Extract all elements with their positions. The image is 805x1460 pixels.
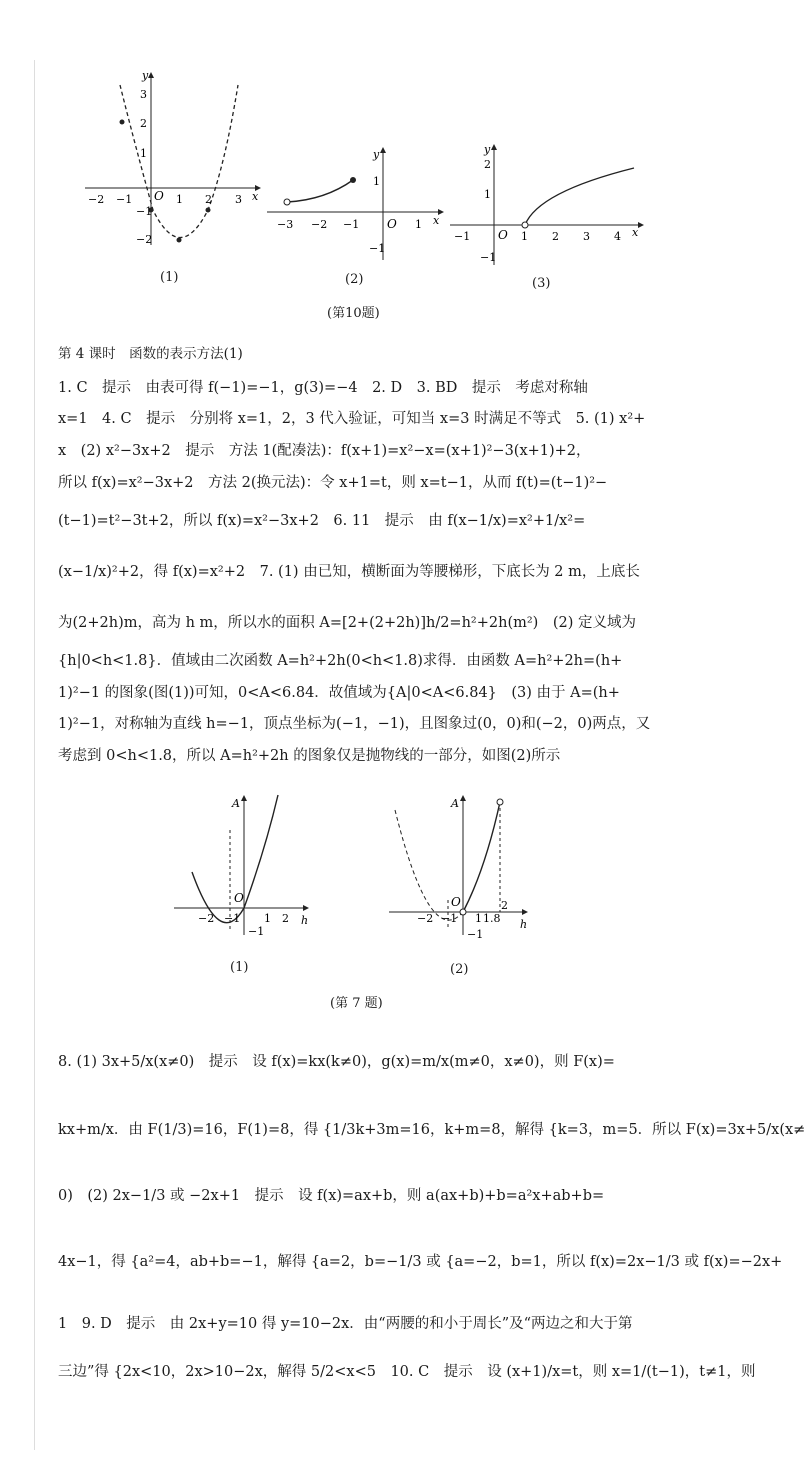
origin-label: O <box>234 891 244 905</box>
x-tick: 1.8 <box>483 912 501 925</box>
text-line: (x−1/x)²+2，得 f(x)=x²+2 7. (1) 由已知，横断面为等腰梯形，下底长为 2 m，上底长 <box>58 564 640 580</box>
origin-label: O <box>154 189 164 203</box>
y-tick: −2 <box>136 233 153 246</box>
text-line: 所以 f(x)=x²−3x+2 方法 2(换元法)：令 x+1=t，则 x=t−1，从而 f(t)=(t−1)²− <box>58 475 608 491</box>
x-tick: −1 <box>224 912 241 925</box>
x-tick: 3 <box>583 230 590 243</box>
y-tick: 1 <box>484 188 491 201</box>
x-tick: −2 <box>417 912 434 925</box>
x-tick: −1 <box>454 230 471 243</box>
y-tick: 2 <box>140 117 147 130</box>
x-axis-label: x <box>433 214 440 227</box>
x-tick: 1 <box>176 193 183 206</box>
figure-10-graph-3 <box>448 140 648 270</box>
y-axis-label: y <box>142 69 149 82</box>
x-tick: 2 <box>501 899 508 912</box>
x-tick: 4 <box>614 230 621 243</box>
y-tick: −1 <box>467 928 484 941</box>
closed-point <box>350 177 356 183</box>
text-line: 1)²−1，对称轴为直线 h=−1，顶点坐标为(−1，−1)，且图象过(0，0)和(−2，0)两点，又 <box>58 716 651 732</box>
x-tick: −2 <box>198 912 215 925</box>
text-line: 考虑到 0<h<1.8，所以 A=h²+2h 的图象仅是抛物线的一部分，如图(2)所示 <box>58 748 561 764</box>
x-tick: −3 <box>277 218 294 231</box>
text-line: 8. (1) 3x+5/x(x≠0) 提示 设 f(x)=kx(k≠0)，g(x)=m/x(m≠0，x≠0)，则 F(x)= <box>58 1054 615 1070</box>
x-tick: 1 <box>475 912 482 925</box>
y-tick: −1 <box>480 251 497 264</box>
left-page-edge <box>0 60 35 1450</box>
text-line: 三边”得 {2x<10，2x>10−2x，解得 5/2<x<5 10. C 提示 设 (x+1)/x=t，则 x=1/(t−1)，t≠1，则 <box>58 1364 756 1380</box>
text-line: 为(2+2h)m，高为 h m，所以水的面积 A=[2+(2+2h)]h/2=h²+2h(m²) (2) 定义域为 <box>58 615 636 631</box>
x-tick: 2 <box>552 230 559 243</box>
y-tick: 2 <box>484 158 491 171</box>
subcaption: (1) <box>230 960 249 975</box>
y-axis-label: A <box>451 797 459 810</box>
open-point <box>284 199 290 205</box>
text-line: x=1 4. C 提示 分别将 x=1，2，3 代入验证，可知当 x=3 时满足不等式 5. (1) x²+ <box>58 411 646 427</box>
subcaption: (1) <box>160 270 179 285</box>
figure-caption: (第10题) <box>327 306 380 321</box>
text-line: (t−1)=t²−3t+2，所以 f(x)=x²−3x+2 6. 11 提示 由 f(x−1/x)=x²+1/x²= <box>58 513 586 529</box>
open-point <box>460 909 466 915</box>
open-point <box>522 222 528 228</box>
x-axis-label: h <box>301 914 309 927</box>
x-tick: 1 <box>264 912 271 925</box>
x-tick: −2 <box>88 193 105 206</box>
x-axis-label: x <box>632 226 639 239</box>
text-line: 1 9. D 提示 由 2x+y=10 得 y=10−2x．由“两腰的和小于周长”及“两边之和大于第 <box>58 1316 633 1332</box>
text-line: 1. C 提示 由表可得 f(−1)=−1，g(3)=−4 2. D 3. BD 提示 考虑对称轴 <box>58 380 588 396</box>
text-line: 1)²−1 的图象(图(1))可知，0<A<6.84．故值域为{A|0<A<6.84} (3) 由于 A=(h+ <box>58 685 620 701</box>
subcaption: (2) <box>450 962 469 977</box>
y-tick: 1 <box>140 147 147 160</box>
text-line: kx+m/x．由 F(1/3)=16，F(1)=8，得 {1/3k+3m=16，k+m=8，解得 {k=3，m=5．所以 F(x)=3x+5/x(x≠ <box>58 1122 805 1138</box>
x-tick: −1 <box>441 912 458 925</box>
y-tick: 1 <box>373 175 380 188</box>
plot-point <box>206 208 211 213</box>
x-tick: 1 <box>415 218 422 231</box>
origin-label: O <box>451 895 461 909</box>
text-line: 0) (2) 2x−1/3 或 −2x+1 提示 设 f(x)=ax+b，则 a(ax+b)+b=a²x+ab+b= <box>58 1188 605 1204</box>
figure-caption: (第 7 题) <box>330 996 383 1011</box>
x-tick: 3 <box>235 193 242 206</box>
y-tick: −1 <box>248 925 265 938</box>
subcaption: (3) <box>532 276 551 291</box>
plot-point <box>177 238 182 243</box>
origin-label: O <box>387 217 397 231</box>
figure-10-graph-1 <box>80 65 265 250</box>
section-title: 第 4 课时 函数的表示方法(1) <box>58 346 243 362</box>
figure-7-graph-2 <box>385 790 535 940</box>
text-line: 4x−1，得 {a²=4，ab+b=−1，解得 {a=2，b=−1/3 或 {a=−2，b=1，所以 f(x)=2x−1/3 或 f(x)=−2x+ <box>58 1254 783 1270</box>
y-tick: −1 <box>369 242 386 255</box>
x-tick: −1 <box>116 193 133 206</box>
y-tick: −1 <box>136 205 153 218</box>
open-point <box>497 799 503 805</box>
x-axis-label: x <box>252 190 259 203</box>
text-line: x (2) x²−3x+2 提示 方法 1(配凑法)：f(x+1)=x²−x=(x+1)²−3(x+1)+2， <box>58 443 591 459</box>
y-axis-label: y <box>373 148 380 161</box>
y-axis-label: y <box>484 143 491 156</box>
x-tick: −2 <box>311 218 328 231</box>
x-tick: 2 <box>282 912 289 925</box>
x-tick: −1 <box>343 218 360 231</box>
x-tick: 1 <box>521 230 528 243</box>
x-tick: 2 <box>205 193 212 206</box>
subcaption: (2) <box>345 272 364 287</box>
y-tick: 3 <box>140 88 147 101</box>
figure-10-graph-2 <box>265 140 450 265</box>
text-line: {h|0<h<1.8}．值域由二次函数 A=h²+2h(0<h<1.8)求得．由函数 A=h²+2h=(h+ <box>58 653 623 669</box>
figure-7-graph-1 <box>170 790 315 940</box>
x-axis-label: h <box>520 918 528 931</box>
origin-label: O <box>498 228 508 242</box>
plot-point <box>120 120 125 125</box>
y-axis-label: A <box>232 797 240 810</box>
